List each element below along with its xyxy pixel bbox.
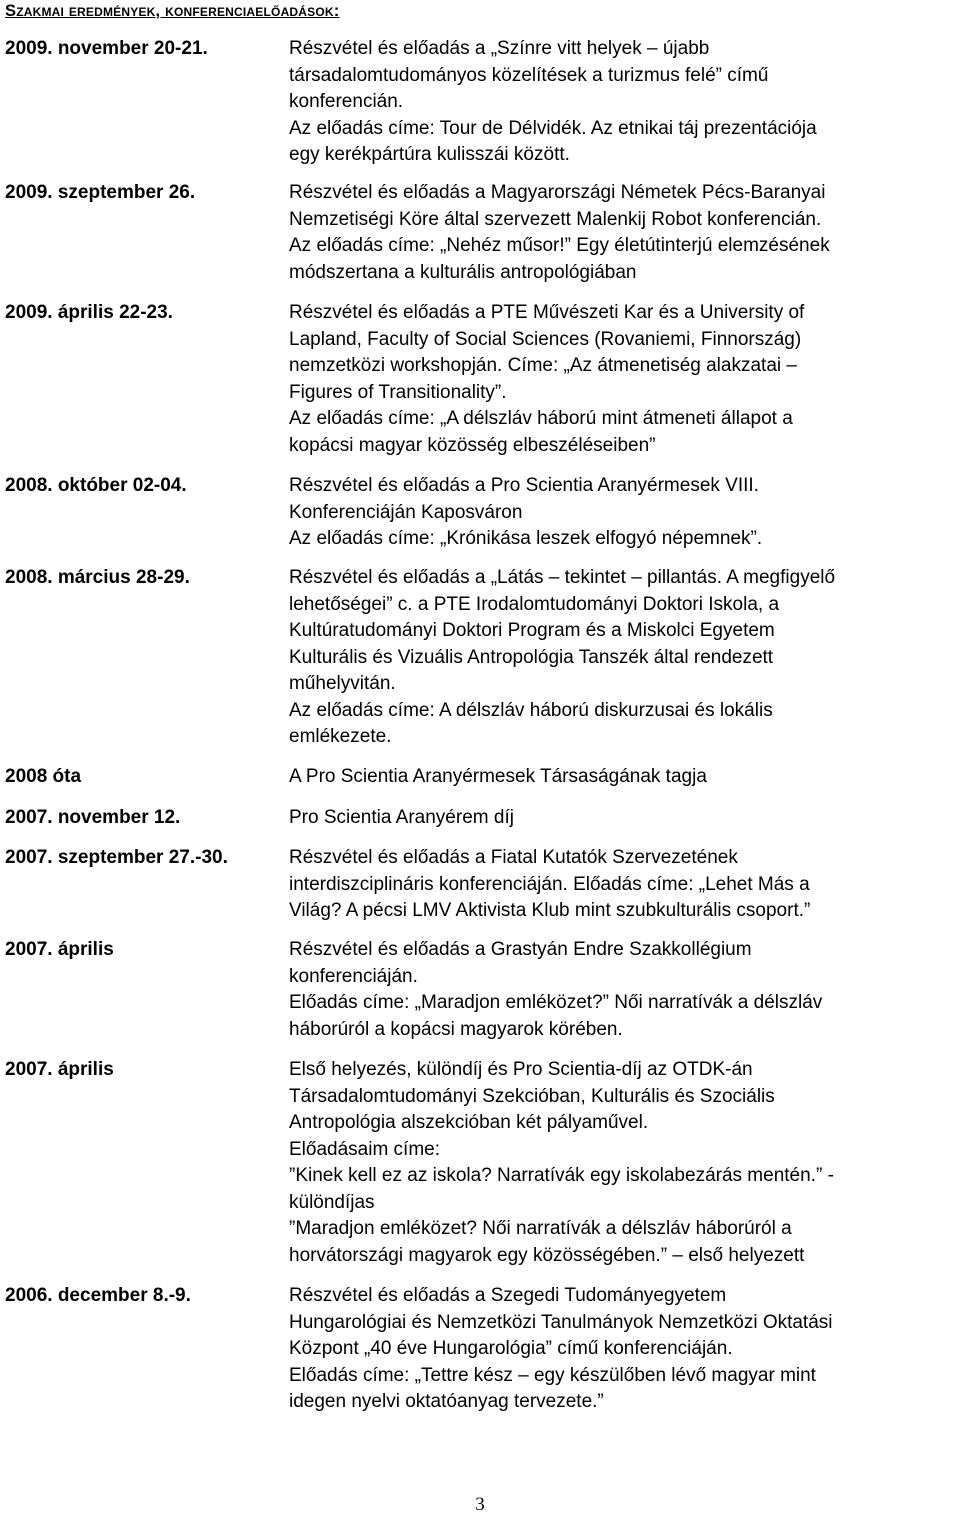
entry-description-line: Lapland, Faculty of Social Sciences (Rovaniemi, Finnország) xyxy=(289,328,802,350)
entry-description-line: Antropológia alszekcióban két pályaművel. xyxy=(289,1112,649,1133)
entry-description-line: Részvétel és előadás a Magyarországi Németek Pécs-Baranyai xyxy=(289,182,826,203)
entry-description-line: horvátországi magyarok egy közösségében.” – első helyezett xyxy=(289,1244,805,1266)
entry-description-line: különdíjas xyxy=(289,1191,375,1213)
entry-description-line: műhelyvitán. xyxy=(289,673,396,694)
entry-description-line: Hungarológiai és Nemzetközi Tanulmányok Nemzetközi Oktatási xyxy=(289,1311,833,1333)
entry-description-line: interdiszciplináris konferenciáján. Előadás címe: „Lehet Más a xyxy=(289,873,810,895)
entry-description-line: Központ „40 éve Hungarológia” című konferenciáján. xyxy=(289,1338,733,1359)
entry-description xyxy=(289,845,957,925)
page-number: 3 xyxy=(475,1494,485,1515)
entry-description-line: Az előadás címe: „Krónikása leszek elfogyó népemnek”. xyxy=(289,528,763,549)
entry-description-line: Konferenciáján Kaposváron xyxy=(289,501,523,523)
entry-description-line: ”Kinek kell ez az iskola? Narratívák egy iskolabezárás mentén.” - xyxy=(289,1165,834,1186)
entry-description xyxy=(289,805,957,832)
entry-description xyxy=(289,937,957,1043)
entry-description-line: egy kerékpártúra kulisszái között. xyxy=(289,144,570,165)
entry-description xyxy=(289,1283,957,1416)
entry-description-line: Társadalomtudományi Szekcióban, Kulturális és Szociális xyxy=(289,1085,775,1107)
entry-date: 2007. április xyxy=(5,1059,114,1080)
entry-description-line: Világ? A pécsi LMV Aktivista Klub mint szubkulturális csoport.” xyxy=(289,900,811,921)
entry-date: 2006. december 8.-9. xyxy=(5,1285,191,1306)
entry-description-line: Részvétel és előadás a Fiatal Kutatók Szervezetének xyxy=(289,847,738,868)
entry-description xyxy=(289,473,957,553)
entry-description-line: idegen nyelvi oktatóanyag tervezete.” xyxy=(289,1391,604,1412)
entry-description-line: Részvétel és előadás a „Színre vitt helyek – újabb xyxy=(289,38,710,59)
entry-description-line: módszertana a kulturális antropológiában xyxy=(289,261,637,283)
entry-description-line: Részvétel és előadás a Grastyán Endre Szakkollégium xyxy=(289,939,752,960)
entry-description-line: ”Maradjon emléközet? Női narratívák a délszláv háborúról a xyxy=(289,1218,792,1239)
entry-description xyxy=(289,764,957,791)
entry-description-line: Az előadás címe: A délszláv háború diskurzusai és lokális xyxy=(289,699,773,721)
entry-description xyxy=(289,300,957,459)
entry-description-line: A Pro Scientia Aranyérmesek Társaságának tagja xyxy=(289,766,707,787)
entry-description-line: Előadás címe: „Tettre kész – egy készülőben lévő magyar mint xyxy=(289,1364,816,1386)
entry-description-line: Az előadás címe: „A délszláv háború mint átmeneti állapot a xyxy=(289,408,793,429)
entry-description-line: Részvétel és előadás a Pro Scientia Aranyérmesek VIII. xyxy=(289,475,759,496)
entry-description-line: Előadásaim címe: xyxy=(289,1138,441,1160)
entry-description-line: társadalomtudományos közelítések a turizmus felé” című xyxy=(289,64,769,86)
entry-date: 2009. szeptember 26. xyxy=(5,182,196,203)
entry-description-line: Az előadás címe: „Nehéz műsor!” Egy életútinterjú elemzésének xyxy=(289,235,830,256)
entry-description-line: emlékezete. xyxy=(289,726,392,747)
entry-description xyxy=(289,180,957,286)
entry-description-line: Részvétel és előadás a „Látás – tekintet – pillantás. A megfigyelő xyxy=(289,567,836,588)
entry-date: 2008 óta xyxy=(5,766,82,787)
entry-description xyxy=(289,565,957,751)
entry-description-line: Kulturális és Vizuális Antropológia Tanszék által rendezett xyxy=(289,646,774,668)
entry-description-line: Figures of Transitionality”. xyxy=(289,381,507,403)
entry-date: 2007. április xyxy=(5,939,114,960)
entry-description xyxy=(289,36,957,169)
entry-description-line: Kultúratudományi Doktori Program és a Miskolci Egyetem xyxy=(289,620,775,641)
entry-description-line: Az előadás címe: Tour de Délvidék. Az etnikai táj prezentációja xyxy=(289,117,817,139)
entry-description-line: Részvétel és előadás a Szegedi Tudományegyetem xyxy=(289,1285,727,1306)
section-heading: Szakmai eredmények, konferenciaelőadások: xyxy=(5,2,340,20)
entry-date: 2007. november 12. xyxy=(5,807,181,828)
entry-description-line: konferenciáján. xyxy=(289,965,418,987)
entry-description-line: Nemzetiségi Köre által szervezett Malenkij Robot konferencián. xyxy=(289,208,822,230)
entry-description-line: Részvétel és előadás a PTE Művészeti Kar és a University of xyxy=(289,302,805,323)
entry-description-line: lehetőségei” c. a PTE Irodalomtudományi Doktori Iskola, a xyxy=(289,593,780,615)
entry-date: 2007. szeptember 27.-30. xyxy=(5,847,228,868)
entry-description xyxy=(289,1057,957,1269)
entry-description-line: konferencián. xyxy=(289,91,404,112)
entry-description-line: Előadás címe: „Maradjon emléközet?” Női narratívák a délszláv xyxy=(289,992,823,1013)
entry-date: 2009. április 22-23. xyxy=(5,302,173,323)
entry-description-line: háborúról a kopácsi magyarok körében. xyxy=(289,1018,623,1040)
entry-description-line: Első helyezés, különdíj és Pro Scientia-díj az OTDK-án xyxy=(289,1059,753,1080)
entry-date: 2008. március 28-29. xyxy=(5,567,190,588)
entry-description-line: nemzetközi workshopján. Címe: „Az átmenetiség alakzatai – xyxy=(289,355,797,376)
entry-date: 2008. október 02-04. xyxy=(5,475,187,496)
entry-description-line: Pro Scientia Aranyérem díj xyxy=(289,807,514,828)
entry-description-line: kopácsi magyar közösség elbeszéléseiben” xyxy=(289,434,656,456)
entry-date: 2009. november 20-21. xyxy=(5,38,208,59)
